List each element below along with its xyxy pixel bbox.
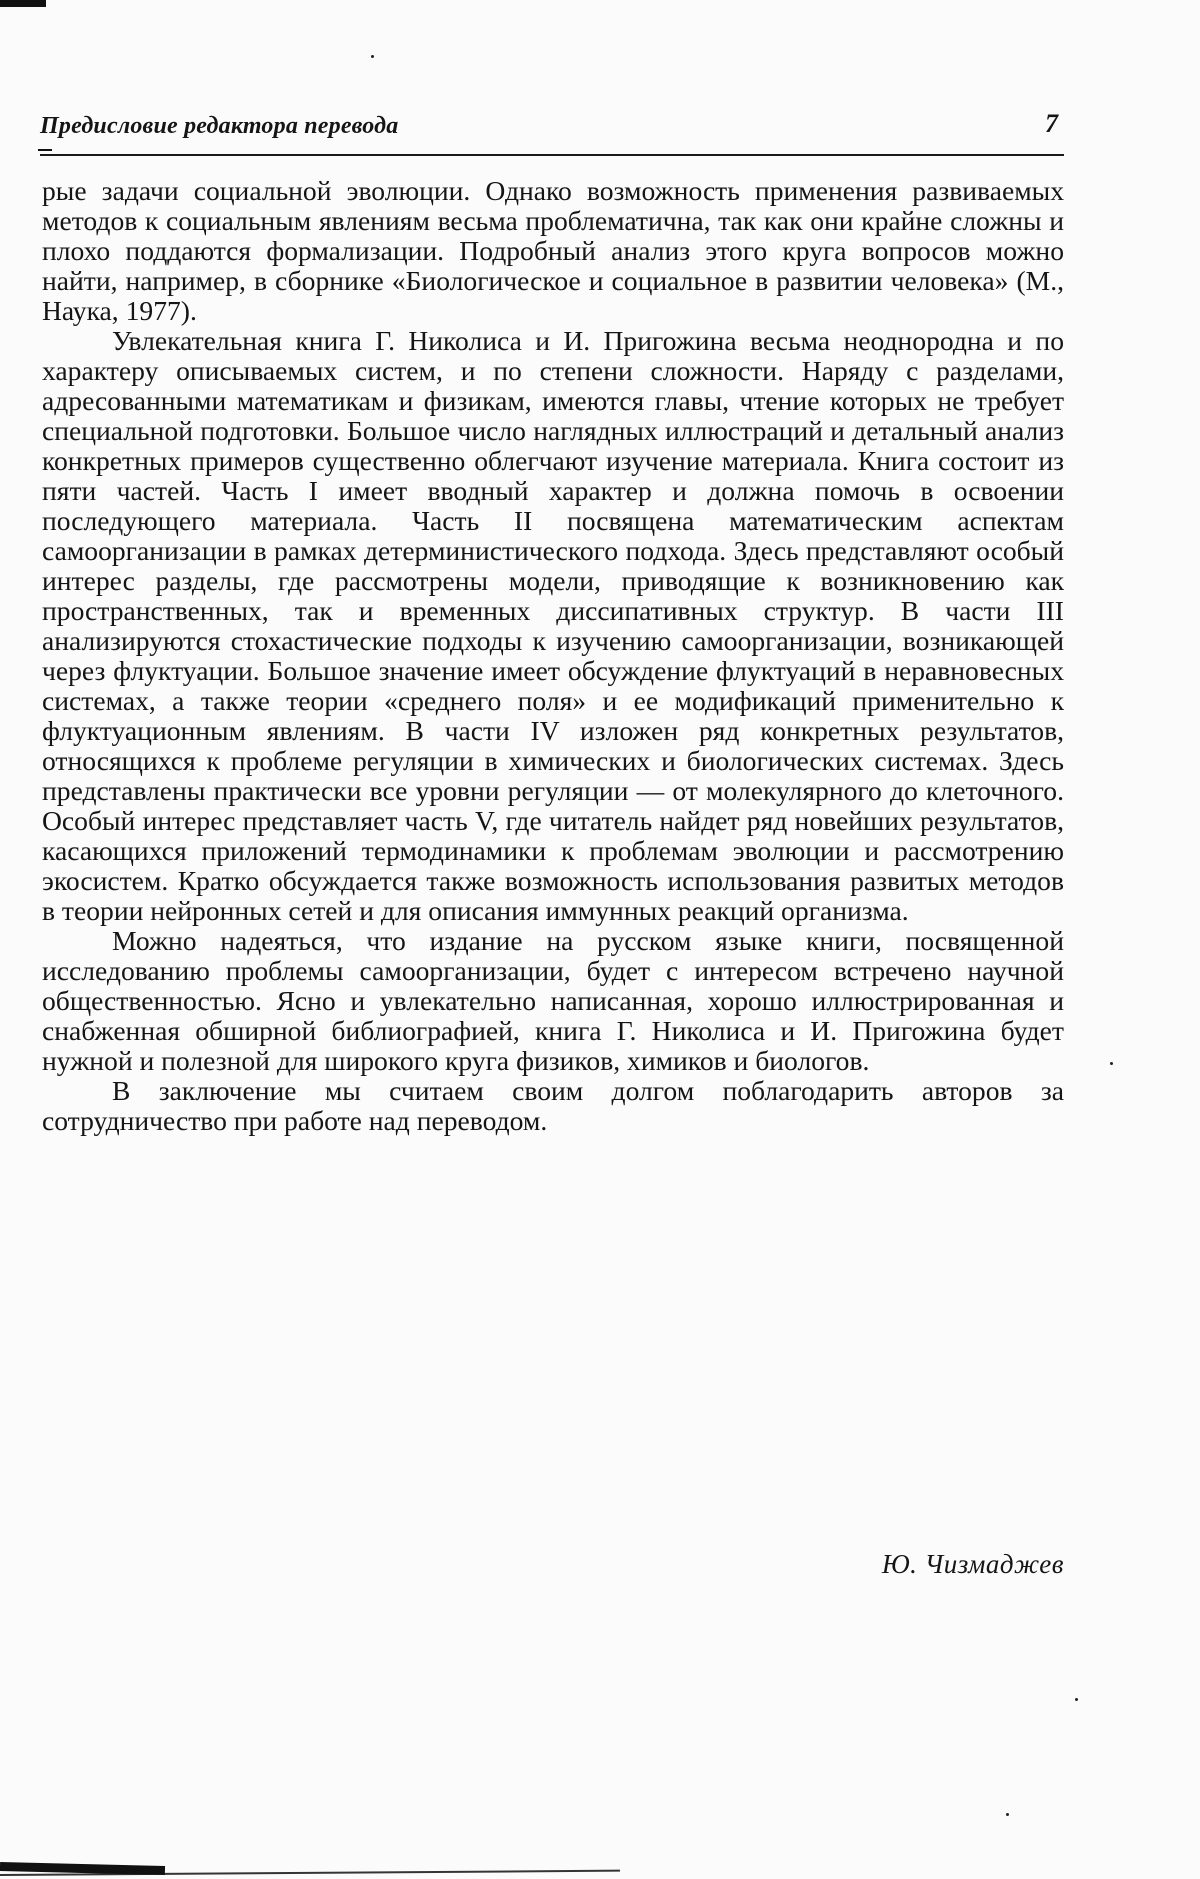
paragraph-book-overview: Увлекательная книга Г. Николиса и И. Пригожина весьма неоднородна и по характеру описываемых систем, и по степени сложности. Наряду с разделами, адресованными математикам и физикам, имеются главы, чтение которых не требует специальной подготовки. Большое число наглядных иллюстраций и детальный анализ конкретных примеров существенно облегчают изучение материала. Книга состоит из пяти частей. Часть I имеет вводный характер и должна помочь в освоении последующего материала. Часть II посвящена математическим аспектам самоорганизации в рамках детерминистического подхода. Здесь представляют особый интерес разделы, где рассмотрены модели, приводящие к возникновению как пространственных, так и временных диссипативных структур. В части III анализируются стохастические подходы к изучению самоорганизации, возникающей через флуктуации. Большое значение имеет обсуждение флуктуаций в неравновесных системах, а также теории «среднего поля» и ее модификаций применительно к флуктуационным явлениям. В части IV изложен ряд конкретных результатов, относящихся к проблеме регуляции в химических и биологических системах. Здесь представлены практически все уровни регуляции — от молекулярного до клеточного. Особый интерес представляет часть V, где читатель найдет ряд новейших результатов, касающихся приложений термодинамики к проблемам эволюции и рассмотрению экосистем. Кратко обсуждается также возможность использования развитых методов в теории нейронных сетей и для описания иммунных реакций организма. [42,325,1064,926]
page-header [40,110,1064,156]
scan-speck [371,55,374,58]
page-number: 7 [1045,109,1058,138]
paragraph-publication-hope: Можно надеяться, что издание на русском языке книги, посвященной исследованию проблемы самоорганизации, будет с интересом встречено научной общественностью. Ясно и увлекательно написанная, хорошо иллюстрированная и снабженная обширной библиографией, книга Г. Николиса и И. Пригожина будет нужной и полезной для широкого круга физиков, химиков и биологов. [42,925,1064,1076]
scan-speck [1006,1813,1009,1816]
scan-speck [1075,1698,1078,1701]
scan-edge-mark [0,0,46,7]
paragraph-acknowledgement: В заключение мы считаем своим долгом поблагодарить авторов за сотрудничество при работе над переводом. [42,1075,1064,1136]
paragraph-continuation: рые задачи социальной эволюции. Однако возможность применения развиваемых методов к социальным явлениям весьма проблематична, так как они крайне сложны и плохо поддаются формализации. Подробный анализ этого круга вопросов можно найти, например, в сборнике «Биологическое и социальное в развитии человека» (М., Наука, 1977). [42,175,1064,326]
editor-signature: Ю. Чизмаджев [881,1549,1064,1579]
running-title: Предисловие редактора перевода [40,113,399,139]
header-tick-mark [38,149,52,151]
scan-speck [1110,1062,1113,1065]
body-text [42,176,1064,1136]
